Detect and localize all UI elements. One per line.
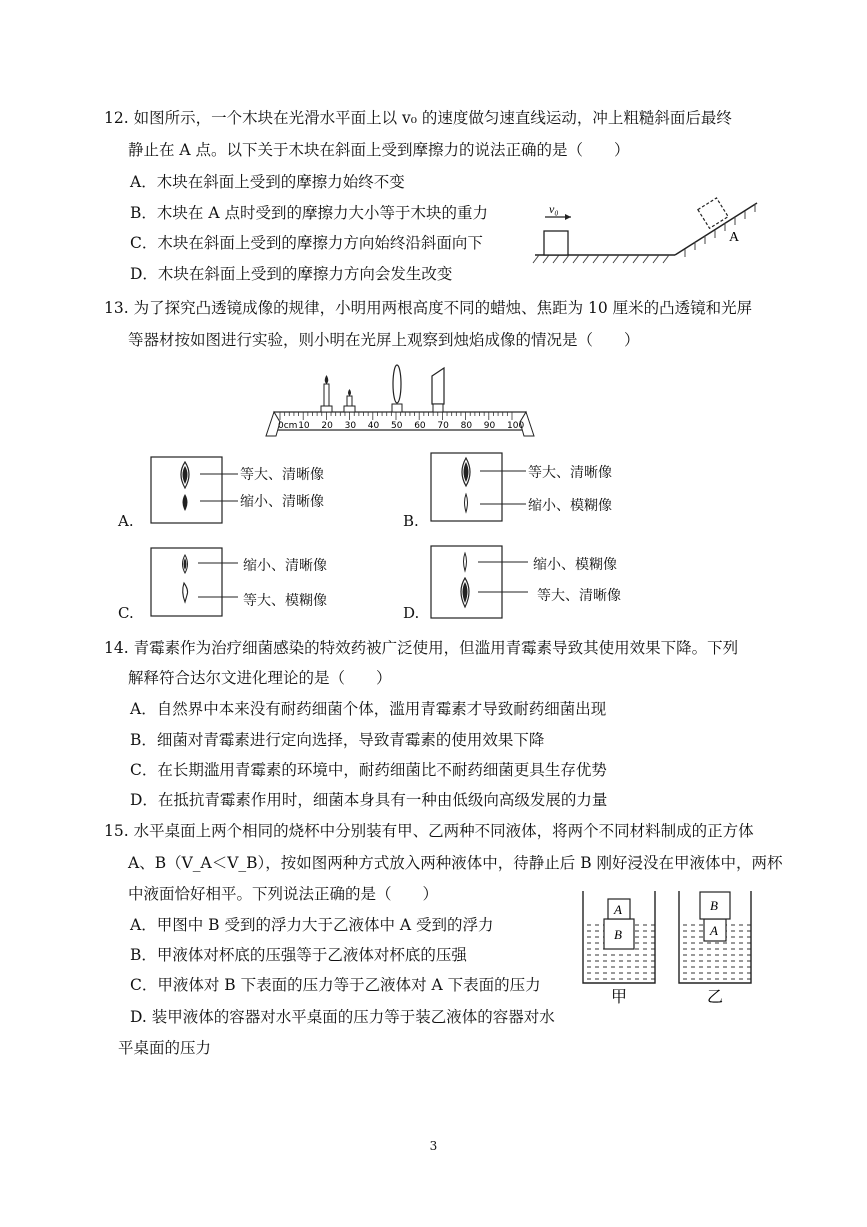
ruler-tick-label: 70 [437, 421, 449, 431]
q12-incline-figure [525, 195, 765, 270]
q12-option-c: C．木块在斜面上受到的摩擦力方向始终沿斜面向下 [130, 234, 483, 252]
q13-short-candle [347, 396, 352, 406]
ruler-tick-label: 40 [367, 421, 380, 431]
q14-option-b: B．细菌对青霉素进行定向选择，导致青霉素的使用效果下降 [130, 731, 545, 749]
ruler-tick-label: 20 [321, 421, 333, 431]
q15-stem-line2: A、B（V_A＜V_B），按如图两种方式放入两种液体中，待静止后 B 刚好浸没在甲液体中，两杯 [128, 854, 783, 872]
q15-beakers-figure [578, 886, 758, 1006]
q13-stem-line2: 等器材按如图进行实验，则小明在光屏上观察到烛焰成像的情况是（ ） [128, 331, 640, 349]
q13-option-a-letter: A. [118, 512, 134, 530]
q13-option-a-top: 等大、清晰像 [240, 467, 324, 483]
q15-option-a: A．甲图中 B 受到的浮力大于乙液体中 A 受到的浮力 [130, 916, 494, 934]
ruler-tick-label: 0cm [278, 421, 298, 431]
q13-option-b-top: 等大、清晰像 [528, 465, 612, 481]
ruler-tick-label: 50 [391, 421, 403, 431]
q14-stem-line2: 解释符合达尔文进化理论的是（ ） [128, 669, 392, 687]
ruler-tick-label: 80 [460, 421, 473, 431]
q12-option-d: D．木块在斜面上受到的摩擦力方向会发生改变 [130, 265, 453, 283]
q15-option-b: B．甲液体对杯底的压强等于乙液体对杯底的压强 [130, 946, 467, 964]
q14-option-a: A．自然界中本来没有耐药细菌个体，滥用青霉素才导致耐药细菌出现 [130, 700, 607, 718]
q15-stem-line3: 中液面恰好相平。下列说法正确的是（ ） [128, 885, 439, 903]
page-number: 3 [429, 1139, 438, 1153]
q13-tall-candle [324, 384, 329, 406]
q12-option-b: B．木块在 A 点时受到的摩擦力大小等于木块的重力 [130, 204, 488, 222]
q14-stem-line1: 14. 青霉素作为治疗细菌感染的特效药被广泛使用，但滥用青霉素导致其使用效果下降。下列 [104, 639, 739, 657]
q15-block-a-2: A [710, 923, 718, 938]
ruler-tick-label: 30 [344, 421, 357, 431]
q13-screen [432, 368, 444, 404]
q15-option-c: C．甲液体对 B 下表面的压力等于乙液体对 A 下表面的压力 [130, 976, 541, 994]
ruler-tick-label: 90 [483, 421, 496, 431]
q15-block-b-1: B [614, 927, 622, 942]
q15-option-d-line2: 平桌面的压力 [118, 1039, 212, 1057]
q12-block [544, 231, 568, 255]
q15-block-a-1: A [614, 902, 622, 917]
q13-lens [393, 365, 401, 403]
q12-velocity-label: v₀ [549, 202, 559, 216]
q13-option-d-bottom: 等大、清晰像 [537, 588, 621, 604]
ruler-tick-label: 10 [298, 421, 310, 431]
q14-option-c: C．在长期滥用青霉素的环境中，耐药细菌比不耐药细菌更具生存优势 [130, 761, 607, 779]
q13-option-a-bottom: 缩小、清晰像 [240, 494, 324, 510]
q13-option-d-top: 缩小、模糊像 [533, 557, 617, 573]
q13-stem-line1: 13. 为了探究凸透镜成像的规律，小明用两根高度不同的蜡烛、焦距为 10 厘米的凸透镜和光屏 [104, 299, 753, 317]
ruler-tick-label: 60 [414, 421, 426, 431]
q13-option-c-bottom: 等大、模糊像 [243, 593, 327, 609]
q15-cup-jia-label: 甲 [611, 987, 628, 1006]
q12-option-a: A．木块在斜面上受到的摩擦力始终不变 [130, 173, 405, 191]
q13-option-c-top: 缩小、清晰像 [243, 558, 327, 574]
q12-point-label: A [729, 230, 740, 245]
q13-optical-bench-figure [262, 362, 537, 444]
q12-stem-line1: 12. 如图所示，一个木块在光滑水平面上以 v₀ 的速度做匀速直线运动，冲上粗糙斜面后最终 [104, 109, 732, 127]
q15-stem-line1: 15. 水平桌面上两个相同的烧杯中分别装有甲、乙两种不同液体，将两个不同材料制成的正方体 [104, 822, 754, 840]
q14-option-d: D．在抵抗青霉素作用时，细菌本身具有一种由低级向高级发展的力量 [130, 791, 608, 809]
q15-block-b-2: B [710, 898, 718, 913]
q12-stem-line2: 静止在 A 点。以下关于木块在斜面上受到摩擦力的说法正确的是（ ） [128, 141, 630, 159]
q13-option-b-bottom: 缩小、模糊像 [528, 498, 612, 514]
q13-option-c-letter: C. [118, 604, 134, 622]
q15-option-d-line1: D. 装甲液体的容器对水平桌面的压力等于装乙液体的容器对水 [130, 1008, 555, 1026]
q13-option-b-letter: B. [403, 512, 419, 530]
q15-cup-yi-label: 乙 [707, 987, 724, 1006]
q13-option-d-letter: D. [403, 604, 420, 622]
ruler-tick-label: 100 [507, 421, 525, 431]
